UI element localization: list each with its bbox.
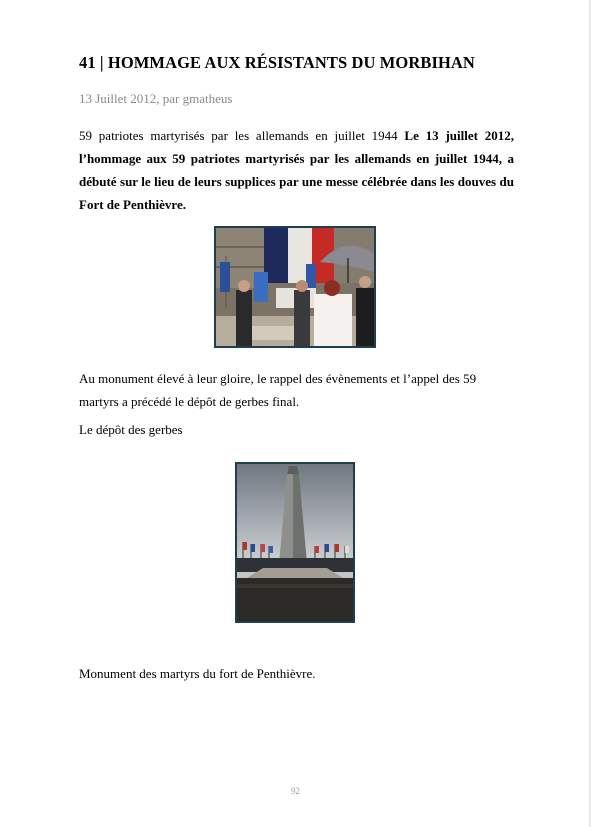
article-byline: 13 Juillet 2012, par gmatheus <box>79 91 233 106</box>
article-title: 41 | HOMMAGE AUX RÉSISTANTS DU MORBIHAN <box>79 53 475 72</box>
intro-bold-text: Le 13 juillet 2012, l’hommage aux 59 patriotes martyrisés par les allemands en juillet 1944, a débuté sur le lieu de leurs supplices par une messe célébrée dans les douves du Fort de Penthièvre. <box>79 128 514 212</box>
ceremony-photo <box>214 226 376 348</box>
monument-photo <box>235 462 355 623</box>
ceremony-photo-image <box>216 228 374 346</box>
intro-plain-text: 59 patriotes martyrisés par les allemands en juillet 1944 <box>79 128 405 143</box>
paragraph-monument: Au monument élevé à leur gloire, le rappel des évènements et l’appel des 59 martyrs a précédé le dépôt de gerbes final. <box>79 371 477 409</box>
caption-gerbes: Le dépôt des gerbes <box>79 422 183 437</box>
caption-monument: Monument des martyrs du fort de Penthièvre. <box>79 666 316 681</box>
article-intro <box>79 124 514 216</box>
page-number: 92 <box>291 786 300 796</box>
monument-photo-image <box>237 464 353 621</box>
